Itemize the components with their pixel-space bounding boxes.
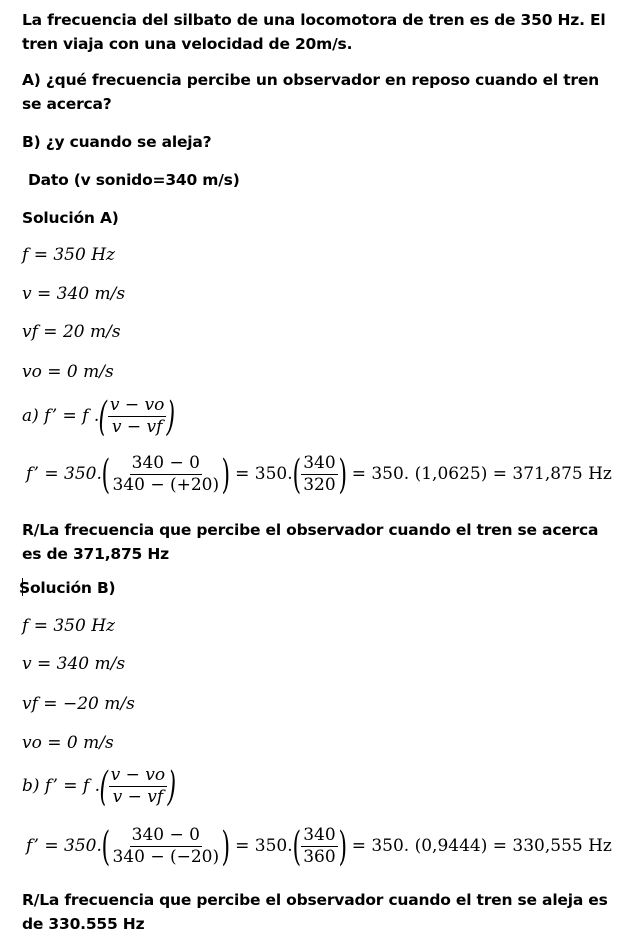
formula-fraction: [109, 766, 168, 807]
calc-fraction-1: [110, 454, 221, 495]
calc-numerator-1: 340 − 0: [131, 825, 200, 845]
calc-denominator-2: 320: [303, 475, 336, 495]
calc-result: = 350. (0,9444) = 330,555 Hz: [351, 836, 612, 856]
answer-a: R/La frecuencia que percibe el observador cuando el tren se acerca es de 371,875 Hz: [22, 521, 599, 563]
calc-numerator-1: 340 − 0: [131, 453, 200, 473]
formula-prefix: a) f’ = f .: [22, 406, 100, 426]
calc-fraction-2: [301, 454, 337, 495]
formula-denominator: v − vf: [111, 417, 163, 437]
formula-numerator: v − vo: [109, 395, 165, 415]
solution-b-formula: b) f’ = f .( $\frac{v - vo}{v - vf}$ ): [22, 763, 177, 810]
given-data: Dato (v sonido=340 m/s): [28, 171, 240, 189]
calc-prefix: f’ = 350.: [26, 836, 102, 856]
formula-numerator: v − vo: [110, 765, 166, 785]
solution-a-formula: a) f’ = f .( $\frac{v - vo}{v - vf}$ ): [22, 393, 176, 440]
answer-b: R/La frecuencia que percibe el observador cuando el tren se aleja es de 330.555 Hz: [22, 891, 608, 933]
solution-b-vo: vo = 0 m/s: [22, 733, 114, 753]
question-b: B) ¿y cuando se aleja?: [22, 133, 212, 151]
problem-statement: La frecuencia del silbato de una locomotora de tren es de 350 Hz. El tren viaja con una velocidad de 20m/s.: [22, 11, 606, 53]
solution-a-v: v = 340 m/s: [22, 284, 126, 304]
question-a: A) ¿qué frecuencia percibe un observador en reposo cuando el tren se acerca?: [22, 71, 600, 113]
solution-b-heading: Solución B): [19, 579, 116, 597]
solution-a-vo: vo = 0 m/s: [22, 362, 114, 382]
solution-a-calculation: f’ = 350.( $\frac{340 - 0}{340 - (+20)}$ ) = 350.( $\frac{340}{320}$ ) = 350. (1,0625) = 371,875 Hz: [26, 451, 612, 498]
calc-result: = 350. (1,0625) = 371,875 Hz: [351, 464, 612, 484]
solution-b-heading-row: [19, 576, 616, 600]
solution-b-calculation: f’ = 350.( $\frac{340 - 0}{340 - (-20)}$ ) = 350.( $\frac{340}{360}$ ) = 350. (0,9444) = 330,555 Hz: [26, 823, 612, 870]
formula-denominator: v − vf: [112, 787, 164, 807]
solution-a-heading: Solución A): [22, 209, 119, 227]
solution-b-v: v = 340 m/s: [22, 654, 126, 674]
formula-prefix: b) f’ = f .: [22, 776, 101, 796]
solution-b-f: f = 350 Hz: [22, 616, 115, 636]
calc-fraction-1: [110, 826, 221, 867]
solution-a-vf: vf = 20 m/s: [22, 322, 121, 342]
solution-a-f: f = 350 Hz: [22, 245, 115, 265]
calc-mid: = 350.: [235, 464, 293, 484]
calc-denominator-2: 360: [303, 847, 336, 867]
calc-numerator-2: 340: [303, 453, 336, 473]
calc-denominator-1: 340 − (+20): [112, 475, 220, 495]
formula-fraction: [108, 396, 167, 437]
solution-b-vf: vf = −20 m/s: [22, 694, 135, 714]
calc-fraction-2: [301, 826, 337, 867]
calc-denominator-1: 340 − (−20): [112, 847, 220, 867]
calc-numerator-2: 340: [303, 825, 336, 845]
calc-prefix: f’ = 350.: [26, 464, 102, 484]
calc-mid: = 350.: [235, 836, 293, 856]
